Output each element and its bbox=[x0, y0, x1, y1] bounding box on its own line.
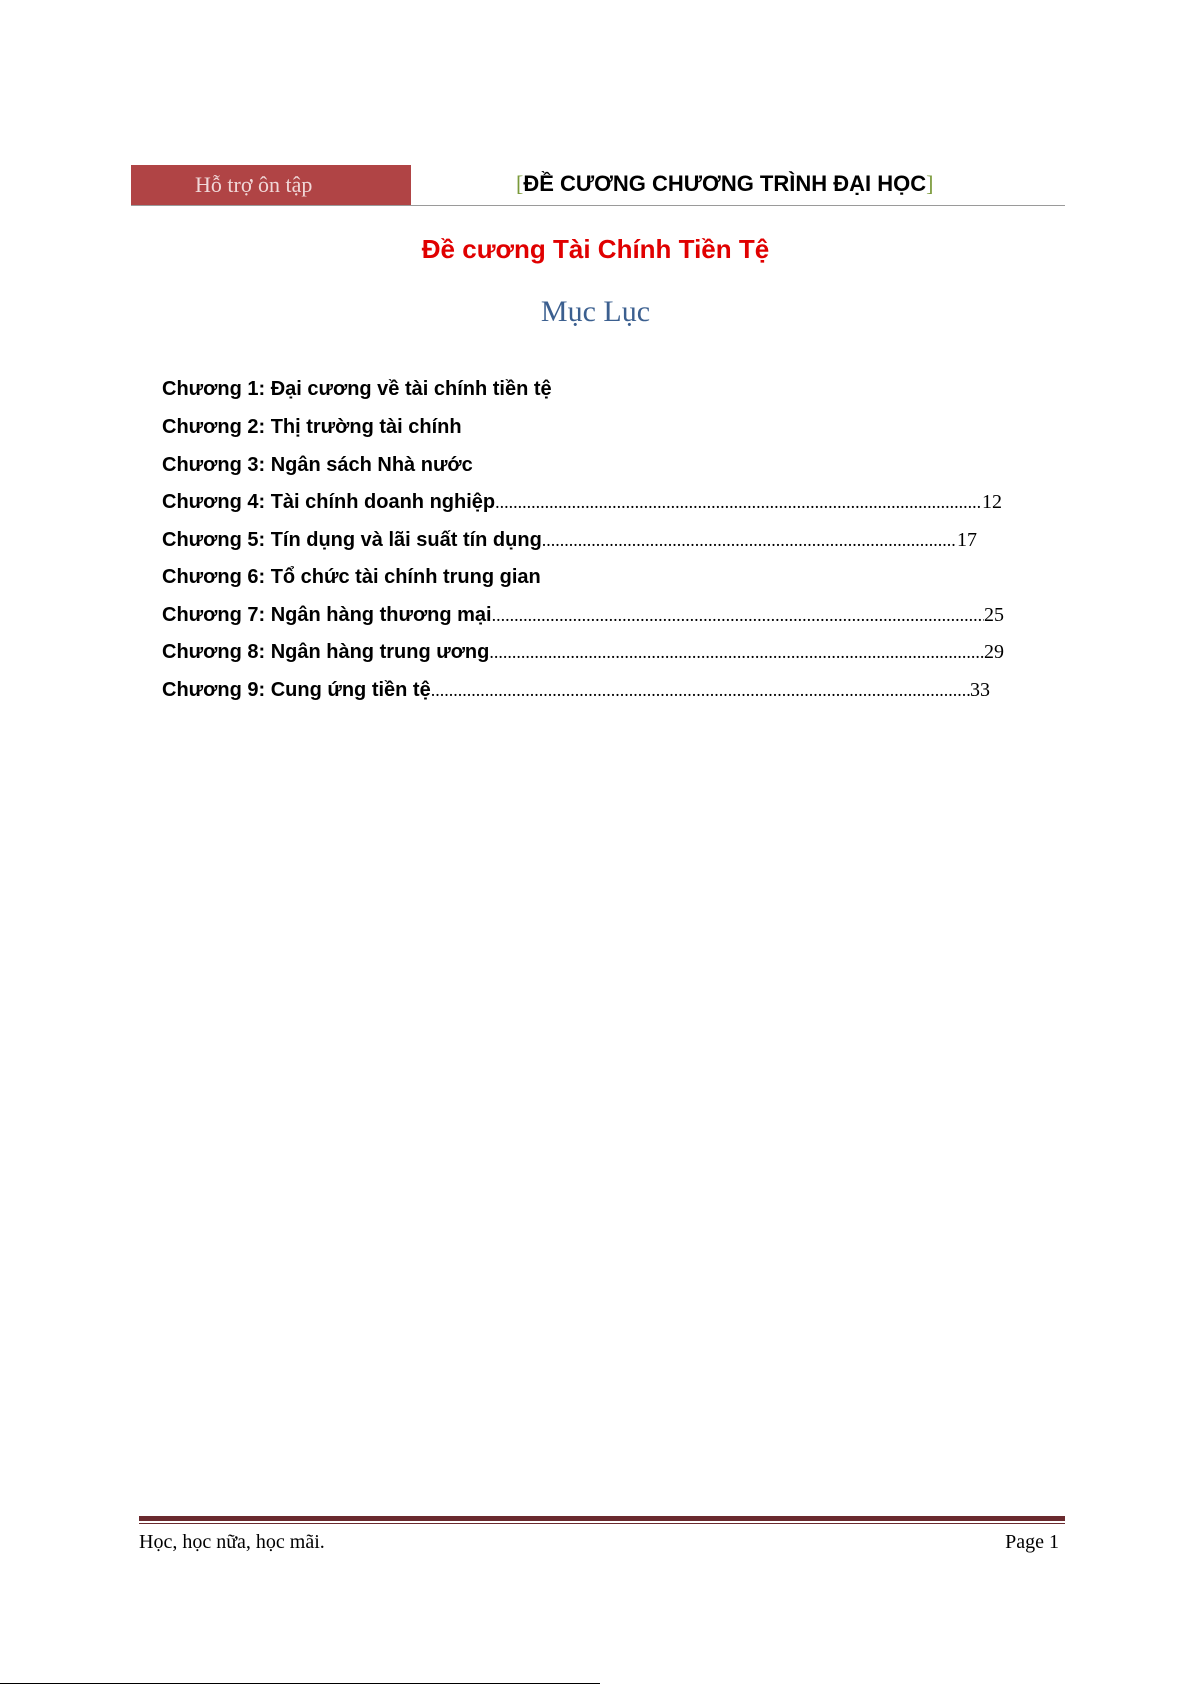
header-tab bbox=[131, 165, 411, 205]
toc-leader-dots bbox=[542, 525, 957, 555]
header-bracket-open: [ bbox=[516, 171, 524, 196]
toc-entry-label: Chương 2: Thị trường tài chính bbox=[162, 416, 462, 438]
toc-entry-label: Chương 1: Đại cương về tài chính tiền tệ bbox=[162, 378, 552, 400]
toc-entry-page: 25 bbox=[984, 604, 1004, 626]
toc-entry-page: 17 bbox=[957, 529, 977, 551]
header-title bbox=[516, 168, 933, 200]
toc-heading: Mục Lục bbox=[540, 295, 651, 328]
toc-entry-8[interactable] bbox=[162, 637, 1004, 667]
toc-leader-dots bbox=[492, 600, 984, 630]
toc-entry-7[interactable] bbox=[162, 600, 1004, 630]
toc-leader-dots bbox=[489, 637, 984, 667]
toc-entry-label: Chương 3: Ngân sách Nhà nước bbox=[162, 454, 473, 476]
header-divider bbox=[131, 205, 1065, 206]
header-bracket-close: ] bbox=[926, 171, 934, 196]
toc-leader-dots bbox=[495, 487, 982, 517]
toc-entry-label: Chương 4: Tài chính doanh nghiệp bbox=[162, 491, 496, 513]
toc-leader-dots bbox=[431, 675, 970, 705]
toc-entry-page: 33 bbox=[970, 679, 990, 701]
toc-entry-label: Chương 9: Cung ứng tiền tệ bbox=[162, 679, 431, 701]
toc-entry-4[interactable] bbox=[162, 487, 1002, 517]
toc-entry-5[interactable] bbox=[162, 525, 977, 555]
toc-entry-page: 29 bbox=[984, 641, 1004, 663]
header-tab-label: Hỗ trợ ôn tập bbox=[195, 172, 313, 197]
toc-entry-6[interactable] bbox=[162, 562, 602, 592]
footer-page-number: Page 1 bbox=[1005, 1531, 1059, 1553]
toc-entry-3[interactable] bbox=[162, 450, 602, 480]
header-title-text: ĐỀ CƯƠNG CHƯƠNG TRÌNH ĐẠI HỌC bbox=[523, 171, 927, 196]
toc-entry-1[interactable] bbox=[162, 374, 602, 404]
footer-divider-thin bbox=[139, 1523, 1065, 1524]
toc-entry-9[interactable] bbox=[162, 675, 990, 705]
toc-entry-label: Chương 6: Tổ chức tài chính trung gian bbox=[162, 566, 541, 588]
footer-divider-thick bbox=[139, 1516, 1065, 1521]
page-bottom-rule bbox=[0, 1683, 600, 1684]
toc-entry-page: 12 bbox=[982, 491, 1002, 513]
document-title: Đề cương Tài Chính Tiền Tệ bbox=[421, 234, 770, 264]
toc-entry-label: Chương 7: Ngân hàng thương mại bbox=[162, 604, 492, 626]
footer-motto: Học, học nữa, học mãi. bbox=[139, 1531, 325, 1553]
toc-entry-label: Chương 5: Tín dụng và lãi suất tín dụng bbox=[162, 529, 542, 551]
toc-entry-label: Chương 8: Ngân hàng trung ương bbox=[162, 641, 490, 663]
toc-entry-2[interactable] bbox=[162, 412, 602, 442]
